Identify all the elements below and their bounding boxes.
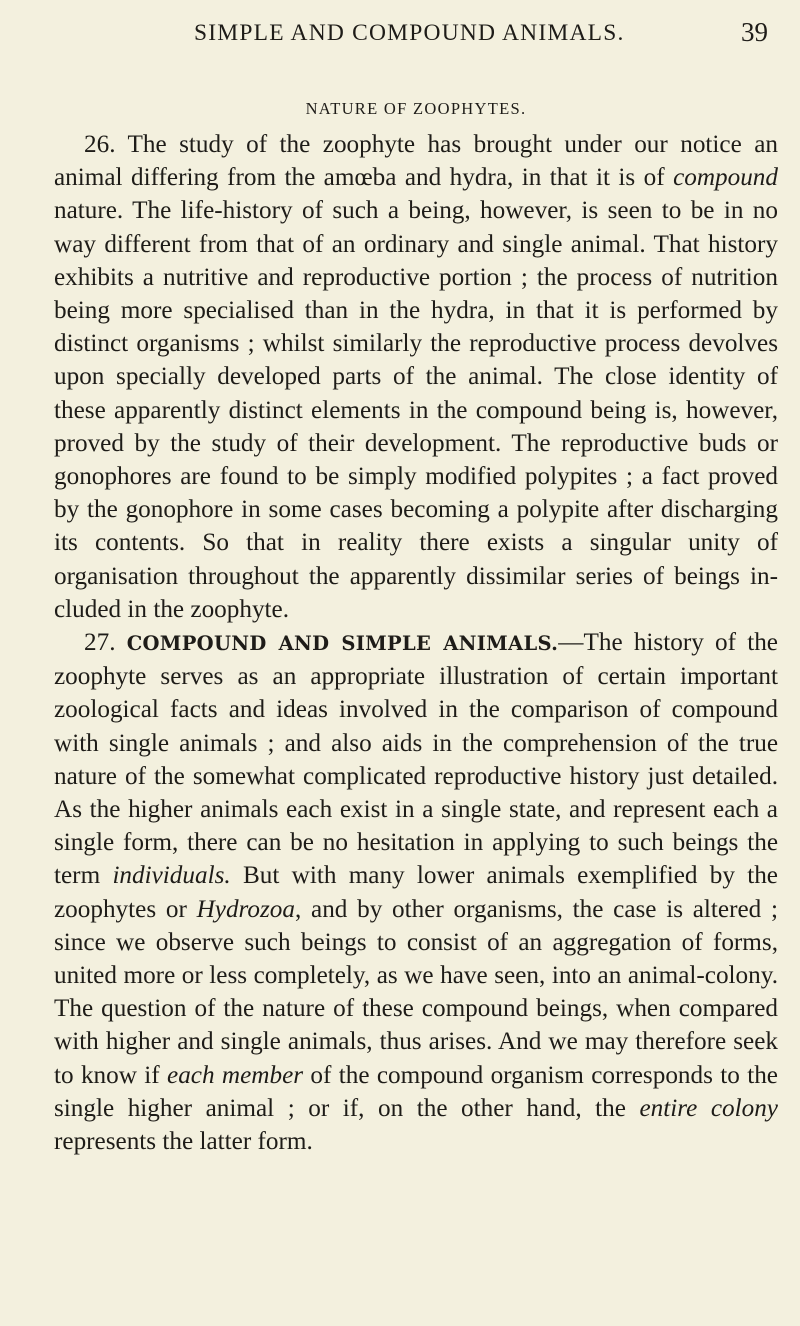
paragraph-26 bbox=[54, 128, 778, 626]
paragraph-text: —The history of the zoophyte serves as an appropriate illustration of certain important zoological facts and ideas involved in the comparison of compound with single animals ; and also aids in the comprehension of the true nature of the somewhat complicated reproductive history just detailed. As the higher animals each exist in a single state, and represent each a single form, there can be no hesitation in applying to such beings the term bbox=[54, 629, 778, 890]
paragraph-text: nature. The life-history of such a being, however, is seen to be in no way different from that of an ordinary and single animal. That history exhibits a nutritive and reproductive portion ; the process of nutrition being more specialised than in the hydra, in that it is performed by distinct organisms ; whilst similarly the reproductive process devolves upon specially developed parts of the animal. The close identity of these apparently distinct elements in the compound being is, however, proved by the study of their development. The reproductive buds or gonophores are found to be simply modified polypites ; a fact proved by the gonophore in some cases becoming a polypite after discharging its contents. So that in reality there exists a singular unity of organisation throughout the apparently dissimilar series of beings included in the zoophyte. bbox=[54, 197, 778, 623]
paragraph-text: But with many lower animals exemplified by the zoophytes or bbox=[54, 862, 778, 923]
emphasis-text: individuals. bbox=[112, 862, 231, 890]
running-header bbox=[54, 16, 778, 56]
paragraph-text: The study of the zoophyte has brought under our notice an animal differing from the amœba and hydra, in that it is of bbox=[54, 131, 778, 192]
page-number: 39 bbox=[741, 17, 768, 47]
paragraph-text: represents the latter form. bbox=[54, 1128, 313, 1156]
emphasis-text: Hydrozoa bbox=[196, 895, 295, 923]
emphasis-text: entire colony bbox=[639, 1094, 778, 1122]
emphasis-text: compound bbox=[673, 164, 778, 192]
paragraph-text: , and by other organisms, the case is altered ; since we observe such beings to consist of an aggregation of forms, united more or less completely, as we have seen, into an animal-colony. The question of the nature of these compound beings, when compared with higher and single animals, thus arises. And we may therefore seek to know if bbox=[54, 895, 778, 1089]
running-title: SIMPLE AND COMPOUND ANIMALS. bbox=[194, 20, 625, 46]
paragraph-number: 26. bbox=[84, 131, 116, 158]
paragraph-heading: COMPOUND AND SIMPLE ANIMALS. bbox=[126, 632, 559, 656]
paragraph-number: 27. bbox=[84, 629, 116, 657]
section-heading: NATURE OF ZOOPHYTES. bbox=[305, 99, 527, 118]
paragraph-27 bbox=[54, 626, 778, 1158]
paragraph-text: of the compound organism corresponds to the single higher animal ; or if, on the other hand, the bbox=[54, 1061, 778, 1122]
emphasis-text: each member bbox=[167, 1061, 304, 1089]
